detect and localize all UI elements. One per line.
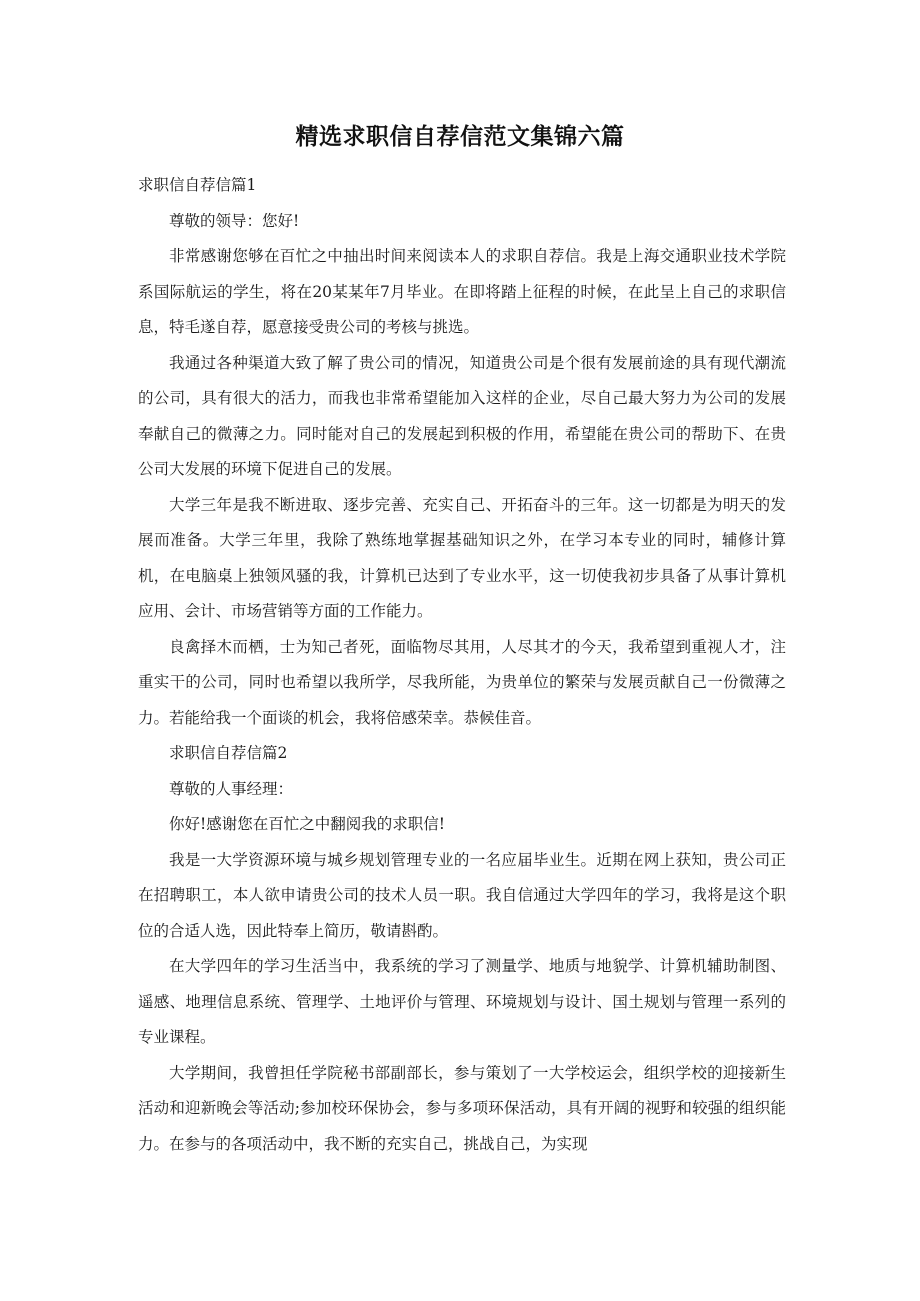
paragraph: 非常感谢您够在百忙之中抽出时间来阅读本人的求职自荐信。我是上海交通职业技术学院系国际航运的学生，将在20某某年7月毕业。在即将踏上征程的时候，在此呈上自己的求职信息，特毛遂自荐，愿意接受贵公司的考核与挑选。	[138, 247, 786, 336]
section-heading-2: 求职信自荐信篇2	[169, 744, 288, 762]
document-body	[138, 168, 786, 1162]
greeting-line: 你好!感谢您在百忙之中翻阅我的求职信!	[169, 815, 445, 833]
paragraph: 大学期间，我曾担任学院秘书部副部长，参与策划了一大学校运会，组织学校的迎接新生活动和迎新晚会等活动;参加校环保协会，参与多项环保活动，具有开阔的视野和较强的组织能力。在参与的各项活动中，我不断的充实自己，挑战自己，为实现	[138, 1063, 786, 1153]
paragraph: 在大学四年的学习生活当中，我系统的学习了测量学、地质与地貌学、计算机辅助制图、遥感、地理信息系统、管理学、土地评价与管理、环境规划与设计、国土规划与管理一系列的专业课程。	[138, 957, 786, 1046]
paragraph: 大学三年是我不断进取、逐步完善、充实自己、开拓奋斗的三年。这一切都是为明天的发展而准备。大学三年里，我除了熟练地掌握基础知识之外，在学习本专业的同时，辅修计算机，在电脑桌上独领风骚的我，计算机已达到了专业水平，这一切使我初步具备了从事计算机应用、会计、市场营销等方面的工作能力。	[138, 495, 786, 620]
salutation-2: 尊敬的人事经理：	[169, 779, 294, 798]
salutation-1: 尊敬的领导：您好!	[169, 211, 300, 230]
paragraph: 良禽择木而栖，士为知己者死，面临物尽其用，人尽其才的今天，我希望到重视人才，注重实干的公司，同时也希望以我所学，尽我所能，为贵单位的繁荣与发展贡献自己一份微薄之力。若能给我一个面谈的机会，我将倍感荣幸。恭候佳音。	[138, 637, 786, 727]
section-heading-1: 求职信自荐信篇1	[138, 176, 257, 194]
document-title: 精选求职信自荐信范文集锦六篇	[295, 124, 625, 150]
paragraph: 我通过各种渠道大致了解了贵公司的情况，知道贵公司是个很有发展前途的具有现代潮流的公司，具有很大的活力，而我也非常希望能加入这样的企业，尽自己最大努力为公司的发展奉献自己的微薄之力。同时能对自己的发展起到积极的作用，希望能在贵公司的帮助下、在贵公司大发展的环境下促进自己的发展。	[138, 353, 786, 478]
paragraph: 我是一大学资源环境与城乡规划管理专业的一名应届毕业生。近期在网上获知，贵公司正在招聘职工，本人欲申请贵公司的技术人员一职。我自信通过大学四年的学习，我将是这个职位的合适人选，因此特奉上简历，敬请斟酌。	[138, 850, 786, 940]
